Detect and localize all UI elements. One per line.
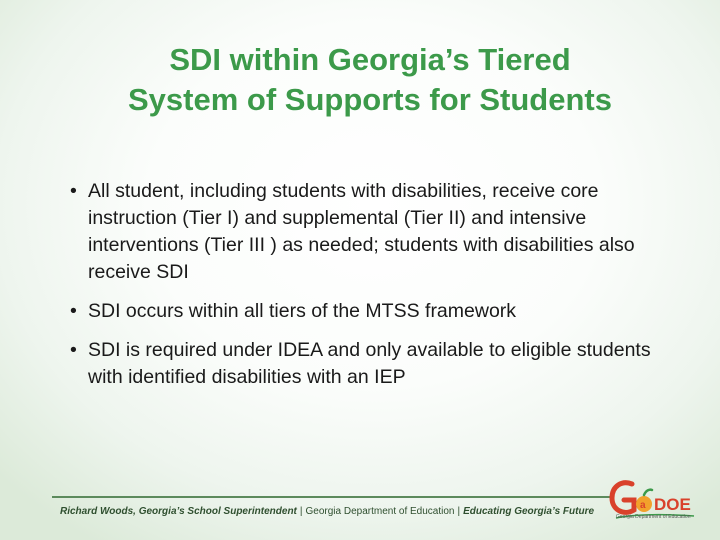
footer-divider [52,496,612,498]
slide-title [70,40,670,120]
title-line-2: System of Supports for Students [128,82,612,117]
bullet-list [60,178,680,403]
footer-tagline: Educating Georgia’s Future [463,506,595,517]
footer-separator: | [299,506,303,517]
logo-subtext: Georgia Department of Education [616,514,691,520]
footer-superintendent: Richard Woods, Georgia’s School Superintendent [60,506,297,517]
bullet-item [60,337,680,391]
bullet-text: All student, including students with disabilities, receive core instruction (Tier I) and supplemental (Tier II) and intensive interventions (Tier III ) as needed; students with disabilities also receive SDI [88,180,635,283]
svg-text:a: a [640,500,646,511]
bullet-item [60,178,680,286]
footer-department: Georgia Department of Education [305,506,455,517]
title-line-1: SDI within Georgia’s Tiered [169,42,571,77]
bullet-text: SDI occurs within all tiers of the MTSS framework [88,300,517,322]
bullet-icon: • [70,300,77,322]
bullet-item [60,298,680,325]
bullet-icon: • [70,339,77,361]
bullet-text: SDI is required under IDEA and only available to eligible students with identified disabilities with an IEP [88,339,651,388]
footer-separator: | [457,506,461,517]
svg-text:DOE: DOE [654,495,691,514]
bullet-icon: • [70,180,77,202]
footer [60,506,594,517]
